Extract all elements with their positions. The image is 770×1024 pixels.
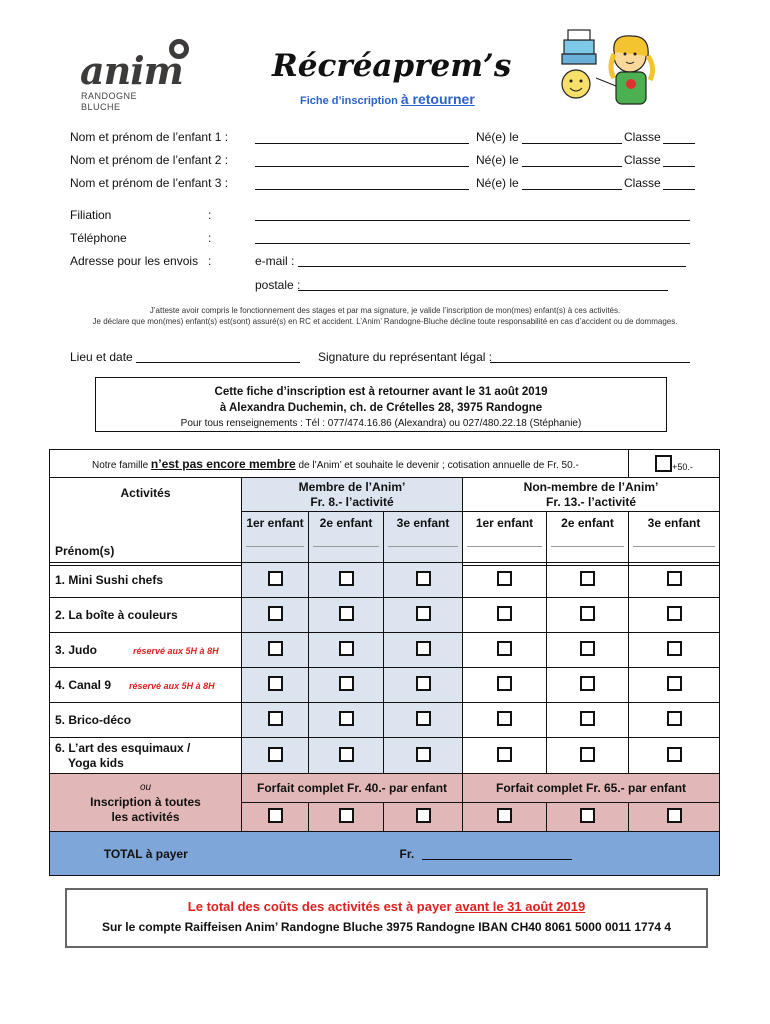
child2-label: Nom et prénom de l’enfant 2 : [70, 153, 229, 167]
lieu-date-field[interactable] [136, 362, 300, 363]
cell [309, 803, 384, 832]
cell [242, 738, 309, 774]
child3-born-field[interactable] [522, 189, 622, 190]
cell [629, 703, 720, 738]
child3-born-label: Né(e) le [476, 176, 519, 190]
checkbox[interactable] [580, 606, 595, 621]
child2-class-label: Classe [624, 153, 661, 167]
child1-label: Nom et prénom de l’enfant 1 : [70, 130, 229, 144]
activites-header: Activités [50, 478, 242, 566]
checkbox[interactable] [667, 676, 682, 691]
cell [547, 668, 629, 703]
checkbox[interactable] [497, 747, 512, 762]
cell [384, 668, 463, 703]
cell [384, 703, 463, 738]
checkbox[interactable] [497, 808, 512, 823]
payment-account: Sur le compte Raiffeisen Anim’ Randogne Bluche 3975 Randogne IBAN CH40 8061 5000 0011 1774 4 [101, 920, 672, 934]
child3-class-label: Classe [624, 176, 661, 190]
filiation-colon: : [208, 208, 212, 222]
payment-info-box [65, 888, 708, 948]
cell [547, 563, 629, 598]
cell [463, 803, 547, 832]
cell [242, 803, 309, 832]
activity-row [50, 598, 720, 633]
cell [629, 563, 720, 598]
checkbox[interactable] [667, 747, 682, 762]
checkbox[interactable] [339, 747, 354, 762]
return-info-line3: Pour tous renseignements : Tél : 077/474.16.86 (Alexandra) ou 027/480.22.18 (Stéphanie) [180, 418, 582, 429]
checkbox[interactable] [667, 808, 682, 823]
cell [629, 803, 720, 832]
age-note: réservé aux 5H à 8H [129, 681, 215, 691]
activity-name: 5. Brico-déco [50, 703, 242, 738]
child1-class-field[interactable] [663, 143, 695, 144]
cell [242, 598, 309, 633]
cell [384, 803, 463, 832]
checkbox[interactable] [580, 641, 595, 656]
prenoms-label: Prénom(s) [55, 544, 115, 558]
checkbox[interactable] [268, 747, 283, 762]
checkbox[interactable] [339, 641, 354, 656]
logo-dot-icon [169, 39, 189, 59]
checkbox[interactable] [268, 641, 283, 656]
postale-label: postale : [255, 278, 301, 292]
cell [547, 738, 629, 774]
total-field[interactable] [422, 848, 572, 860]
activity-name: 2. La boîte à couleurs [50, 598, 242, 633]
checkbox[interactable] [416, 571, 431, 586]
checkbox[interactable] [268, 676, 283, 691]
checkbox[interactable] [667, 606, 682, 621]
nonmembre-enfant3-header: 3e enfant [629, 512, 720, 566]
disclaimer-1: J’atteste avoir compris le fonctionnement des stages et par ma signature, je valide l’inscription de mon(mes) enfant(s) à ces activités. [149, 306, 621, 315]
checkbox[interactable] [497, 641, 512, 656]
postale-field[interactable] [298, 290, 668, 291]
return-info-line2: à Alexandra Duchemin, ch. de Crételles 28, 3975 Randogne [219, 402, 543, 414]
child1-born-field[interactable] [522, 143, 622, 144]
activity-row [50, 738, 720, 774]
cell [547, 598, 629, 633]
cell [463, 738, 547, 774]
page-title: Récréaprem’s [272, 48, 512, 84]
checkbox[interactable] [497, 606, 512, 621]
activity-name: 3. Judo réservé aux 5H à 8H [50, 633, 242, 668]
nonmembre-enfant3-field[interactable] [633, 546, 715, 547]
cell [309, 633, 384, 668]
membre-header: Membre de l’Anim’ Fr. 8.- l’activité [242, 478, 463, 512]
cell [384, 563, 463, 598]
total-label: TOTAL à payer [50, 832, 242, 876]
membre-enfant1-header: 1er enfant [242, 512, 309, 566]
cell [309, 598, 384, 633]
cell [629, 738, 720, 774]
child3-name-field[interactable] [255, 189, 469, 190]
checkbox[interactable] [580, 808, 595, 823]
child1-class-label: Classe [624, 130, 661, 144]
signature-label: Signature du représentant légal : [318, 350, 493, 364]
checkbox[interactable] [667, 711, 682, 726]
activity-name: 4. Canal 9 réservé aux 5H à 8H [50, 668, 242, 703]
cell [629, 633, 720, 668]
activity-name: 6. L’art des esquimaux / Yoga kids [50, 738, 242, 774]
child2-name-field[interactable] [255, 166, 469, 167]
checkbox[interactable] [416, 606, 431, 621]
nonmembre-enfant1-header: 1er enfant [463, 512, 547, 566]
checkbox[interactable] [580, 711, 595, 726]
return-info-line1: Cette fiche d’inscription est à retourner avant le 31 août 2019 [214, 386, 548, 398]
cell [242, 633, 309, 668]
header-row [50, 478, 720, 512]
cell [384, 633, 463, 668]
forfait-membre-label: Forfait complet Fr. 40.- par enfant [242, 774, 463, 803]
activity-row [50, 633, 720, 668]
total-row [50, 832, 720, 876]
email-field[interactable] [298, 266, 686, 267]
membership-checkbox[interactable] [655, 455, 672, 472]
cell [384, 738, 463, 774]
children-illustration [552, 28, 672, 118]
payment-deadline: Le total des coûts des activités est à payer avant le 31 août 2019 [187, 899, 586, 914]
inscription-toutes-cell: ou Inscription à toutes les activités [50, 774, 242, 832]
telephone-label: Téléphone [70, 231, 127, 245]
checkbox[interactable] [497, 676, 512, 691]
activity-row [50, 703, 720, 738]
cell [242, 668, 309, 703]
checkbox[interactable] [268, 606, 283, 621]
registration-table [49, 449, 720, 566]
cell [309, 563, 384, 598]
filiation-label: Filiation [70, 208, 112, 222]
checkbox[interactable] [416, 711, 431, 726]
checkbox[interactable] [339, 571, 354, 586]
child1-born-label: Né(e) le [476, 130, 519, 144]
total-amount: Fr. [242, 832, 720, 876]
checkbox[interactable] [416, 747, 431, 762]
checkbox[interactable] [580, 747, 595, 762]
membership-option: +50.- [629, 450, 720, 478]
checkbox[interactable] [497, 711, 512, 726]
logo-wordmark: anim [80, 48, 183, 93]
cell [629, 668, 720, 703]
membership-row [50, 450, 720, 478]
nonmembre-enfant1-field[interactable] [467, 546, 542, 547]
child2-born-field[interactable] [522, 166, 622, 167]
telephone-field[interactable] [255, 243, 690, 244]
checkbox[interactable] [497, 571, 512, 586]
cell [309, 703, 384, 738]
activity-row [50, 563, 720, 598]
cell [242, 563, 309, 598]
checkbox[interactable] [339, 711, 354, 726]
cell [463, 598, 547, 633]
adresse-colon: : [208, 254, 212, 268]
activity-name: 1. Mini Sushi chefs [50, 563, 242, 598]
disclaimer-2: Je déclare que mon(mes) enfant(s) est(sont) assuré(s) en RC et accident. L’Anim’ Randogne-Bluche décline toute responsabilité en cas d’accident ou de dommages. [92, 317, 678, 326]
membre-enfant2-header: 2e enfant [309, 512, 384, 566]
cell [547, 703, 629, 738]
cell [547, 633, 629, 668]
child2-born-label: Né(e) le [476, 153, 519, 167]
cell [463, 633, 547, 668]
activities-table [49, 562, 720, 876]
cell [463, 668, 547, 703]
cell [309, 668, 384, 703]
nonmembre-header: Non-membre de l’Anim’ Fr. 13.- l’activité [463, 478, 720, 512]
signature-field[interactable] [490, 362, 690, 363]
adresse-label: Adresse pour les envois [70, 254, 199, 268]
membre-enfant2-field[interactable] [313, 546, 379, 547]
child2-class-field[interactable] [663, 166, 695, 167]
age-note: réservé aux 5H à 8H [133, 646, 219, 656]
child1-name-field[interactable] [255, 143, 469, 144]
telephone-colon: : [208, 231, 212, 245]
checkbox[interactable] [667, 641, 682, 656]
activity-row [50, 668, 720, 703]
checkbox[interactable] [416, 676, 431, 691]
checkbox[interactable] [580, 676, 595, 691]
forfait-nonmembre-label: Forfait complet Fr. 65.- par enfant [463, 774, 720, 803]
cell [309, 738, 384, 774]
checkbox[interactable] [268, 571, 283, 586]
child3-label: Nom et prénom de l’enfant 3 : [70, 176, 229, 190]
lieu-date-label: Lieu et date [70, 350, 133, 364]
return-info-box [95, 377, 667, 432]
checkbox[interactable] [268, 711, 283, 726]
checkbox[interactable] [339, 606, 354, 621]
filiation-field[interactable] [255, 220, 690, 221]
checkbox[interactable] [416, 808, 431, 823]
cell [547, 803, 629, 832]
checkbox[interactable] [416, 641, 431, 656]
checkbox[interactable] [339, 808, 354, 823]
forfait-label-row [50, 774, 720, 803]
cell [242, 703, 309, 738]
cell [463, 563, 547, 598]
cell [384, 598, 463, 633]
child3-class-field[interactable] [663, 189, 695, 190]
cell [463, 703, 547, 738]
membre-enfant1-field[interactable] [246, 546, 304, 547]
membre-enfant3-field[interactable] [388, 546, 458, 547]
checkbox[interactable] [268, 808, 283, 823]
membre-enfant3-header: 3e enfant [384, 512, 463, 566]
checkbox[interactable] [339, 676, 354, 691]
logo-subtitle: RANDOGNE BLUCHE [81, 91, 138, 112]
nonmembre-enfant2-field[interactable] [551, 546, 624, 547]
page-subtitle: Fiche d’inscription à retourner [300, 91, 475, 107]
checkbox[interactable] [667, 571, 682, 586]
checkbox[interactable] [580, 571, 595, 586]
email-label: e-mail : [255, 254, 295, 268]
nonmembre-enfant2-header: 2e enfant [547, 512, 629, 566]
cell [629, 598, 720, 633]
membership-text: Notre famille n’est pas encore membre de l’Anim’ et souhaite le devenir ; cotisation annuelle de Fr. 50.- [50, 450, 629, 478]
